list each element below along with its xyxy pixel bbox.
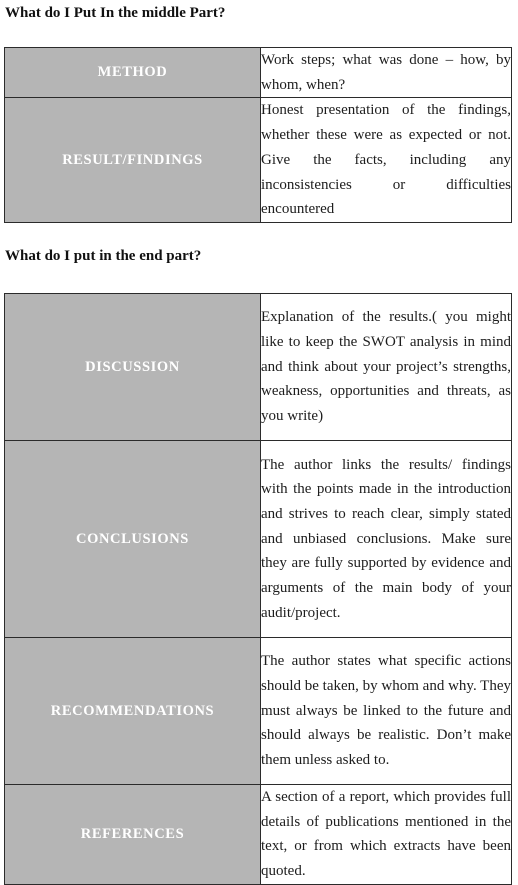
row-description-conclusions: The author links the results/ findings with the points made in the introduction and strives to reach clear, simply stated and unbiased conclusions. Make sure they are fully supported by evidence and arguments of the main body of your audit/project. bbox=[261, 441, 512, 638]
table-row bbox=[5, 638, 512, 785]
table-row bbox=[5, 441, 512, 638]
row-label-discussion: DISCUSSION bbox=[5, 294, 261, 441]
end-part-table bbox=[4, 293, 512, 885]
middle-part-heading: What do I Put In the middle Part? bbox=[5, 5, 226, 21]
row-description-recommendations: The author states what specific actions should be taken, by whom and why. They must always be linked to the future and should always be realistic. Don’t make them unless asked to. bbox=[261, 638, 512, 785]
row-label-references: REFERENCES bbox=[5, 785, 261, 885]
table-row bbox=[5, 48, 512, 98]
table-row bbox=[5, 785, 512, 885]
row-description-discussion: Explanation of the results.( you might like to keep the SWOT analysis in mind and think about your project’s strengths, weakness, opportunities and threats, as you write) bbox=[261, 294, 512, 441]
table-row bbox=[5, 294, 512, 441]
row-label-method: METHOD bbox=[5, 48, 261, 98]
table-row bbox=[5, 98, 512, 223]
row-description-results: Honest presentation of the findings, whether these were as expected or not. Give the facts, including any inconsistencies or difficulties encountered bbox=[261, 98, 512, 223]
row-label-conclusions: CONCLUSIONS bbox=[5, 441, 261, 638]
row-label-results: RESULT/FINDINGS bbox=[5, 98, 261, 223]
middle-part-table bbox=[4, 47, 512, 223]
row-description-method: Work steps; what was done – how, by whom, when? bbox=[261, 48, 512, 98]
end-part-heading: What do I put in the end part? bbox=[5, 248, 202, 264]
row-label-recommendations: RECOMMENDATIONS bbox=[5, 638, 261, 785]
row-description-references: A section of a report, which provides full details of publications mentioned in the text, or from which extracts have been quoted. bbox=[261, 785, 512, 885]
